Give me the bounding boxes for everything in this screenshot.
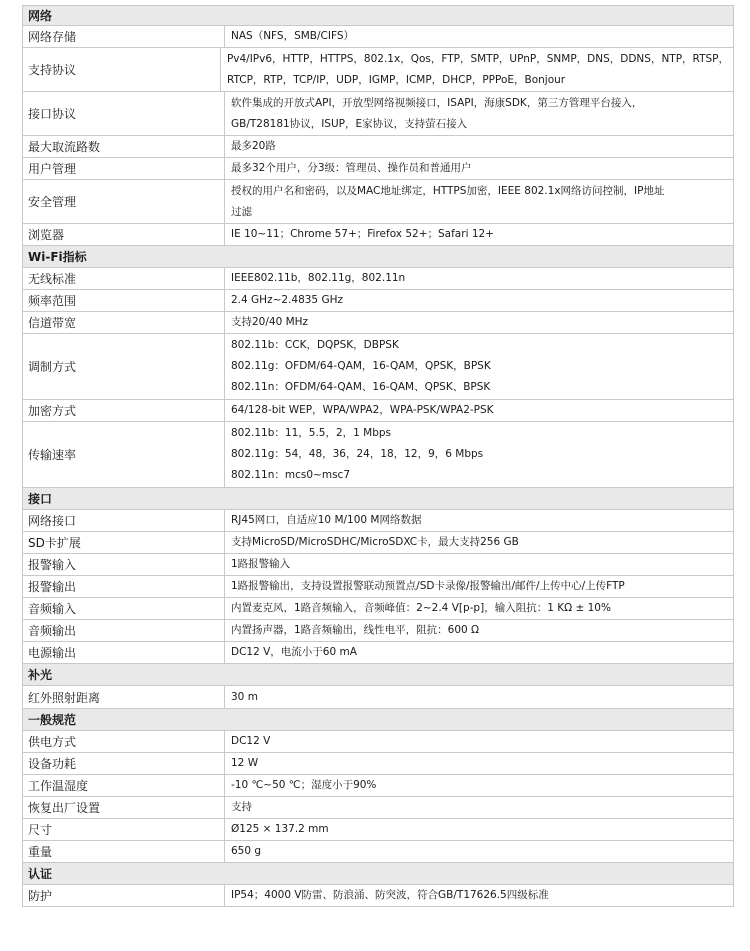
spec-row-network-port <box>22 510 734 532</box>
spec-key: 无线标准 <box>23 268 225 289</box>
spec-value-line: 内置扬声器，1路音频输出，线性电平，阻抗：600 Ω <box>231 624 480 636</box>
spec-value-line: 802.11n：mcs0~msc7 <box>231 469 350 481</box>
spec-value <box>225 180 733 223</box>
spec-key: 支持协议 <box>23 48 221 91</box>
spec-key: 电源输出 <box>23 642 225 663</box>
spec-key: 网络接口 <box>23 510 225 531</box>
section-title: 网络 <box>28 9 53 23</box>
section-title: 补光 <box>28 668 53 682</box>
spec-key: 尺寸 <box>23 819 225 840</box>
spec-value-line: 支持20/40 MHz <box>231 316 309 328</box>
spec-value-line: 650 g <box>231 845 262 857</box>
spec-row-ir-distance <box>22 686 734 709</box>
spec-value-line: IP54；4000 V防雷、防浪涌、防突波，符合GB/T17626.5四级标准 <box>231 889 549 901</box>
spec-row-max-streams <box>22 136 734 158</box>
spec-value-line: 授权的用户名和密码，以及MAC地址绑定，HTTPS加密，IEEE 802.1x网络访问控制，IP地址 <box>231 184 665 197</box>
spec-value-line: DC12 V <box>231 735 271 747</box>
spec-row-protection <box>22 885 734 907</box>
spec-row-alarm-output <box>22 576 734 598</box>
spec-value-line: 30 m <box>231 690 258 703</box>
spec-key: 音频输出 <box>23 620 225 641</box>
spec-value <box>225 775 733 796</box>
spec-value-line: RJ45网口，自适应10 M/100 M网络数据 <box>231 514 422 526</box>
spec-value-line: 802.11g：OFDM/64-QAM，16-QAM，QPSK，BPSK <box>231 360 491 372</box>
spec-key: 接口协议 <box>23 92 225 135</box>
spec-key: 设备功耗 <box>23 753 225 774</box>
spec-row-sd-card <box>22 532 734 554</box>
spec-row-transfer-rate <box>22 422 734 488</box>
spec-row-browser <box>22 224 734 246</box>
spec-key: 恢复出厂设置 <box>23 797 225 818</box>
spec-row-operating-conditions <box>22 775 734 797</box>
spec-value <box>225 841 733 862</box>
spec-value <box>225 92 733 135</box>
spec-row-power-supply <box>22 731 734 753</box>
spec-key: 音频输入 <box>23 598 225 619</box>
section-title: 接口 <box>28 492 53 506</box>
section-header-fill-light <box>22 664 734 686</box>
spec-value <box>225 576 733 597</box>
spec-value <box>225 731 733 752</box>
spec-key: 红外照射距离 <box>23 686 225 708</box>
spec-value-line: IE 10~11；Chrome 57+；Firefox 52+；Safari 12+ <box>231 228 494 240</box>
spec-key: 最大取流路数 <box>23 136 225 157</box>
spec-row-weight <box>22 841 734 863</box>
spec-value-line: 12 W <box>231 757 259 769</box>
spec-key: 报警输入 <box>23 554 225 575</box>
spec-value-line: Pv4/IPv6，HTTP，HTTPS，802.1x，Qos，FTP，SMTP，UPnP，SNMP，DNS，DDNS，NTP，RTSP， <box>226 52 729 65</box>
spec-value <box>225 753 733 774</box>
spec-value <box>225 268 733 289</box>
spec-row-channel-bandwidth <box>22 312 734 334</box>
spec-value-line: -10 ℃~50 ℃；湿度小于90% <box>231 779 377 791</box>
spec-value-line: 2.4 GHz~2.4835 GHz <box>231 294 343 306</box>
spec-key: 加密方式 <box>23 400 225 421</box>
spec-value <box>225 422 733 487</box>
spec-key: 工作温湿度 <box>23 775 225 796</box>
spec-value <box>225 620 733 641</box>
spec-value <box>225 224 733 245</box>
spec-key: 信道带宽 <box>23 312 225 333</box>
spec-key: 网络存储 <box>23 26 225 47</box>
spec-key: 调制方式 <box>23 334 225 399</box>
spec-value <box>225 334 733 399</box>
spec-value-line: 最多20路 <box>231 140 276 152</box>
spec-row-factory-reset <box>22 797 734 819</box>
spec-key: 用户管理 <box>23 158 225 179</box>
spec-value <box>225 554 733 575</box>
section-title: 一般规范 <box>28 713 77 727</box>
spec-value <box>225 26 733 47</box>
spec-value-line: 最多32个用户，分3级：管理员、操作员和普通用户 <box>231 162 472 174</box>
spec-value <box>225 885 733 906</box>
spec-value-line: 软件集成的开放式API，开放型网络视频接口，ISAPI，海康SDK，第三方管理平台接入， <box>231 96 643 109</box>
spec-value <box>225 686 733 708</box>
spec-row-security <box>22 180 734 224</box>
spec-value-line: DC12 V，电流小于60 mA <box>231 646 357 658</box>
spec-value <box>225 819 733 840</box>
spec-value-line: RTCP，RTP，TCP/IP，UDP，IGMP，ICMP，DHCP，PPPoE，Bonjour <box>226 73 566 86</box>
spec-row-power-output <box>22 642 734 664</box>
spec-value-line: 64/128-bit WEP，WPA/WPA2，WPA-PSK/WPA2-PSK <box>231 404 494 416</box>
section-title: Wi-Fi指标 <box>28 250 87 264</box>
spec-row-network-storage <box>22 26 734 48</box>
spec-key: 频率范围 <box>23 290 225 311</box>
section-header-network <box>22 6 734 26</box>
spec-value <box>225 290 733 311</box>
spec-value-line: 802.11b：11，5.5，2，1 Mbps <box>231 427 392 439</box>
spec-key: 传输速率 <box>23 422 225 487</box>
spec-value-line: 过滤 <box>231 205 252 218</box>
spec-value-line: 802.11n：OFDM/64-QAM、16-QAM、QPSK、BPSK <box>231 381 491 393</box>
spec-value-line: NAS（NFS，SMB/CIFS） <box>231 30 354 42</box>
spec-value <box>225 598 733 619</box>
spec-value <box>221 48 733 91</box>
spec-value <box>225 400 733 421</box>
spec-value <box>225 136 733 157</box>
spec-key: 供电方式 <box>23 731 225 752</box>
spec-value <box>225 510 733 531</box>
spec-row-audio-output <box>22 620 734 642</box>
spec-row-user-management <box>22 158 734 180</box>
spec-row-modulation <box>22 334 734 400</box>
spec-value <box>225 642 733 663</box>
spec-value-line: GB/T28181协议，ISUP，E家协议，支持萤石接入 <box>231 117 468 130</box>
section-header-interface <box>22 488 734 510</box>
spec-row-wireless-standard <box>22 268 734 290</box>
spec-value-line: 1路报警输出，支持设置报警联动预置点/SD卡录像/报警输出/邮件/上传中心/上传FTP <box>231 580 625 592</box>
spec-row-power-consumption <box>22 753 734 775</box>
spec-row-encryption <box>22 400 734 422</box>
spec-key: SD卡扩展 <box>23 532 225 553</box>
spec-value-line: 支持MicroSD/MicroSDHC/MicroSDXC卡，最大支持256 GB <box>231 536 519 548</box>
spec-value <box>225 532 733 553</box>
spec-value-line: 支持 <box>231 801 252 813</box>
spec-row-dimensions <box>22 819 734 841</box>
spec-value-line: 1路报警输入 <box>231 558 291 570</box>
spec-row-interface-protocols <box>22 92 734 136</box>
spec-value-line: 802.11b：CCK，DQPSK，DBPSK <box>231 339 399 351</box>
spec-key: 报警输出 <box>23 576 225 597</box>
section-title: 认证 <box>28 867 53 881</box>
spec-key: 浏览器 <box>23 224 225 245</box>
spec-value <box>225 797 733 818</box>
spec-key: 安全管理 <box>23 180 225 223</box>
spec-key: 防护 <box>23 885 225 906</box>
spec-value <box>225 312 733 333</box>
section-header-certification <box>22 863 734 885</box>
section-header-wifi <box>22 246 734 268</box>
spec-value-line: 802.11g：54，48，36，24，18，12，9，6 Mbps <box>231 448 484 460</box>
spec-table <box>22 5 734 907</box>
spec-key: 重量 <box>23 841 225 862</box>
spec-value-line: 内置麦克风，1路音频输入，音频峰值：2~2.4 V[p-p]，输入阻抗：1 KΩ ± 10% <box>231 602 611 614</box>
spec-row-frequency-range <box>22 290 734 312</box>
section-header-general <box>22 709 734 731</box>
spec-value-line: IEEE802.11b，802.11g，802.11n <box>231 272 406 284</box>
spec-row-audio-input <box>22 598 734 620</box>
spec-row-protocols <box>22 48 734 92</box>
spec-row-alarm-input <box>22 554 734 576</box>
spec-value <box>225 158 733 179</box>
spec-value-line: Ø125 × 137.2 mm <box>231 823 329 835</box>
